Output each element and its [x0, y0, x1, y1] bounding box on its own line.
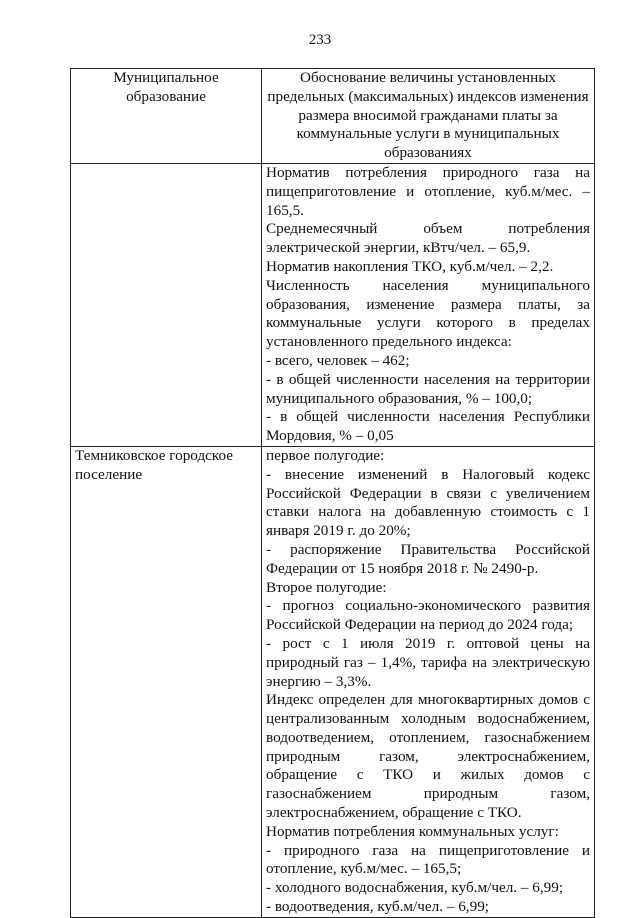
text-line: первое полугодие: [266, 446, 385, 464]
tariff-justification-table [70, 68, 595, 918]
text-line: - распоряжение Правительства Российской Федерации от 15 ноября 2018 г. № 2490-р. [266, 540, 590, 577]
page-number: 233 [308, 32, 332, 48]
row1-justification [262, 163, 595, 446]
table-header-row [71, 69, 595, 164]
text-line: Индекс определен для многоквартирных домов с централизованным холодным водоснабжением, водоотведением, отоплением, газоснабжением природным газом, электроснабжением, обращение с ТКО и жилых домов с газоснабжением природным газом, электроснабжением, обращение с ТКО. [266, 691, 590, 822]
row2-justification [262, 446, 595, 917]
text-line: - холодного водоснабжения, куб.м/чел. – 6,99; [266, 879, 564, 897]
text-line: Численность населения муниципального образования, изменение размера платы, за коммунальные услуги которого в пределах установленного предельного индекса: [266, 276, 590, 351]
table-row [71, 446, 595, 917]
text-line: - водоотведения, куб.м/чел. – 6,99; [266, 898, 490, 916]
text-line: - прогноз социально-экономического развития Российской Федерации на период до 2024 года; [266, 597, 590, 634]
text-line: Второе полугодие: [266, 578, 387, 596]
text-line: Среднемесячный объем потребления электрической энергии, кВтч/чел. – 65,9. [266, 220, 590, 257]
text-line: Норматив потребления природного газа на пищеприготовление и отопление, куб.м/мес. – 165,5. [266, 163, 590, 219]
row1-municipality [71, 163, 262, 446]
text-line: - внесение изменений в Налоговый кодекс Российской Федерации в связи с увеличением ставки налога на добавленную стоимость с 1 января 2019 г. до 20%; [266, 465, 590, 540]
text-line: - всего, человек – 462; [266, 351, 410, 369]
text-line: Норматив потребления коммунальных услуг: [266, 822, 559, 840]
text-line: - в общей численности населения Республики Мордовия, % – 0,05 [266, 408, 590, 445]
text-line: Норматив накопления ТКО, куб.м/чел. – 2,2. [266, 257, 554, 275]
text-line: - природного газа на пищеприготовление и отопление, куб.м/мес. – 165,5; [266, 841, 590, 878]
header-justification: Обоснование величины установленных предельных (максимальных) индексов изменения размера вносимой гражданами платы за коммунальные услуги в муниципальных образованиях [262, 69, 595, 164]
table-row [71, 163, 595, 446]
header-municipality: Муниципальное образование [71, 69, 262, 164]
row2-municipality: Темниковское городское поселение [71, 446, 262, 917]
text-line: - в общей численности населения на территории муниципального образования, % – 100,0; [266, 370, 590, 407]
text-line: - рост с 1 июля 2019 г. оптовой цены на природный газ – 1,4%, тарифа на электрическую энергию – 3,3%. [266, 634, 590, 690]
